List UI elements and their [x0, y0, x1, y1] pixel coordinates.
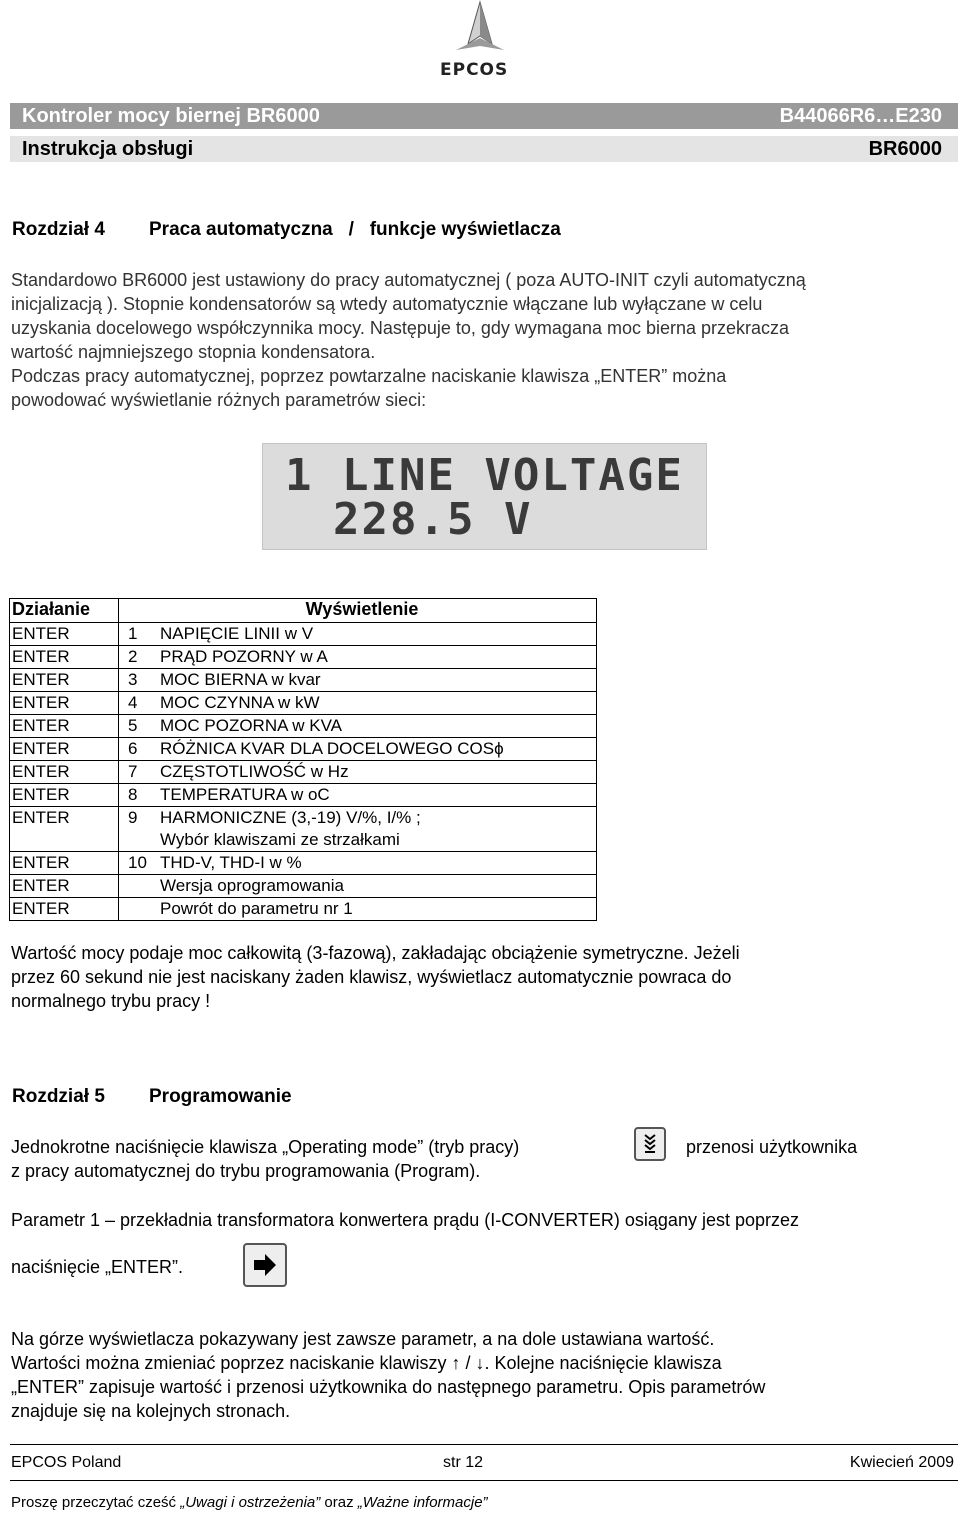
- table-cell-display: [119, 898, 597, 921]
- chapter-5-p2-line1: Parametr 1 – przekładnia transformatora konwertera prądu (I-CONVERTER) osiągany jest poprzez: [11, 1210, 800, 1230]
- row-number: 9: [128, 808, 138, 827]
- table-cell-display: [119, 669, 597, 692]
- table-cell-display: [119, 852, 597, 875]
- table-cell-display: [119, 875, 597, 898]
- table-cell-display: [119, 646, 597, 669]
- paragraph-line: Na górze wyświetlacza pokazywany jest zawsze parametr, a na dole ustawiana wartość.: [11, 1329, 715, 1349]
- document-subtitle: Instrukcja obsługi: [22, 138, 194, 160]
- footer-note-link-important: „Ważne informacje”: [357, 1494, 488, 1511]
- chapter-5-title: Programowanie: [149, 1086, 292, 1107]
- chapter-5-p3: [11, 1327, 941, 1423]
- paragraph-line: znajduje się na kolejnych stronach.: [11, 1401, 291, 1421]
- paragraph-line: Standardowo BR6000 jest ustawiony do pracy automatycznej ( poza AUTO-INIT czyli automatyczną: [11, 270, 806, 290]
- paragraph-line: powodować wyświetlanie różnych parametrów sieci:: [11, 390, 427, 410]
- footer-divider: [10, 1444, 958, 1445]
- table-row: [10, 692, 597, 715]
- chapter-5-p1-line2: z pracy automatycznej do trybu programowania (Program).: [11, 1161, 481, 1181]
- paragraph-line: normalnego trybu pracy !: [11, 991, 211, 1011]
- chapter-4-intro: [11, 268, 941, 412]
- table-cell-display: [119, 738, 597, 761]
- epcos-logo: [430, 0, 530, 82]
- row-text: NAPIĘCIE LINII w V: [160, 624, 314, 643]
- lcd-display: [262, 443, 707, 550]
- table-row: [10, 738, 597, 761]
- paragraph-line: Wartość mocy podaje moc całkowitą (3-fazową), zakładając obciążenie symetryczne. Jeżeli: [11, 943, 740, 963]
- table-cell-action: ENTER: [10, 669, 119, 692]
- row-text: MOC CZYNNA w kW: [160, 693, 320, 712]
- table-cell-action: ENTER: [10, 761, 119, 784]
- row-text: CZĘSTOTLIWOŚĆ w Hz: [160, 762, 349, 781]
- row-text: Wersja oprogramowania: [160, 876, 344, 895]
- header-title-bar: [10, 103, 958, 129]
- table-cell-display: [119, 692, 597, 715]
- table-cell-display: [119, 784, 597, 807]
- table-row: [10, 875, 597, 898]
- footer-note-text: Proszę przeczytać cześć: [11, 1494, 181, 1511]
- row-text: PRĄD POZORNY w A: [160, 647, 328, 666]
- table-cell-display: [119, 715, 597, 738]
- paragraph-line: inicjalizacją ). Stopnie kondensatorów są wtedy automatycznie włączane lub wyłączane w celu: [11, 294, 763, 314]
- row-text: THD-V, THD-I w %: [160, 853, 302, 872]
- table-row: [10, 646, 597, 669]
- paragraph-line: Podczas pracy automatycznej, poprzez powtarzalne naciskanie klawisza „ENTER” można: [11, 366, 727, 386]
- table-row: [10, 623, 597, 646]
- table-cell-action: ENTER: [10, 898, 119, 921]
- table-cell-action: ENTER: [10, 738, 119, 761]
- table-row: [10, 784, 597, 807]
- table-row: [10, 715, 597, 738]
- table-row: [10, 807, 597, 852]
- row-text: Powrót do parametru nr 1: [160, 899, 353, 918]
- row-text: TEMPERATURA w oC: [160, 785, 330, 804]
- lcd-line-1: 1 LINE VOLTAGE: [285, 450, 684, 501]
- table-cell-action: ENTER: [10, 784, 119, 807]
- paragraph-line: „ENTER” zapisuje wartość i przenosi użytkownika do następnego parametru. Opis parametrów: [11, 1377, 766, 1397]
- row-number: 7: [128, 762, 138, 781]
- row-text: MOC BIERNA w kvar: [160, 670, 321, 689]
- epcos-triangle-logo-icon: [430, 0, 530, 62]
- logo-brand-text: EPCOS: [440, 60, 509, 80]
- footer-note-link-warnings: „Uwagi i ostrzeżenia”: [180, 1494, 321, 1511]
- row-number: 1: [128, 624, 138, 643]
- footer-note: [11, 1494, 488, 1511]
- table-cell-action: ENTER: [10, 623, 119, 646]
- table-row: [10, 761, 597, 784]
- chapter-4-title: Praca automatyczna / funkcje wyświetlacza: [149, 219, 561, 240]
- paragraph-line: wartość najmniejszego stopnia kondensatora.: [11, 342, 376, 362]
- enter-key-icon: [243, 1243, 287, 1287]
- footer-date: Kwiecień 2009: [849, 1454, 954, 1471]
- footer-company: EPCOS Poland: [11, 1454, 122, 1471]
- table-cell-action: ENTER: [10, 875, 119, 898]
- display-action-table: [9, 598, 597, 921]
- row-text: HARMONICZNE (3,-19) V/%, I/% ;: [160, 808, 421, 827]
- row-text: MOC POZORNA w KVA: [160, 716, 342, 735]
- table-cell-action: ENTER: [10, 646, 119, 669]
- table-cell-action: ENTER: [10, 715, 119, 738]
- table-row: [10, 898, 597, 921]
- row-number: 5: [128, 716, 138, 735]
- table-cell-display: [119, 623, 597, 646]
- footer-page-number: str 12: [443, 1454, 484, 1471]
- table-cell-display: [119, 807, 597, 852]
- row-text-secondary: Wybór klawiszami ze strzałkami: [160, 830, 400, 849]
- table-header-display: Wyświetlenie: [119, 599, 597, 623]
- table-cell-display: [119, 761, 597, 784]
- row-number: 4: [128, 693, 138, 712]
- table-row: [10, 852, 597, 875]
- footer-divider: [10, 1480, 958, 1481]
- header-subtitle-bar: [10, 136, 958, 162]
- operating-mode-key-icon: [634, 1127, 666, 1161]
- row-number: 3: [128, 670, 138, 689]
- chapter-4-number: Rozdział 4: [12, 219, 105, 240]
- row-number: 8: [128, 785, 138, 804]
- row-number: 2: [128, 647, 138, 666]
- table-cell-action: ENTER: [10, 807, 119, 852]
- row-number: 6: [128, 739, 138, 758]
- table-cell-action: ENTER: [10, 692, 119, 715]
- table-cell-action: ENTER: [10, 852, 119, 875]
- paragraph-line: Wartości można zmieniać poprzez naciskanie klawiszy ↑ / ↓. Kolejne naciśnięcie klawisza: [11, 1353, 722, 1373]
- paragraph-line: uzyskania docelowego współczynnika mocy. Następuje to, gdy wymagana moc bierna przekracza: [11, 318, 790, 338]
- footer-note-text: oraz: [320, 1494, 358, 1511]
- document-code: B44066R6…E230: [779, 105, 942, 127]
- device-model: BR6000: [868, 138, 942, 160]
- document-title: Kontroler mocy biernej BR6000: [22, 105, 320, 127]
- table-header-row: [10, 599, 597, 623]
- paragraph-line: przez 60 sekund nie jest naciskany żaden klawisz, wyświetlacz automatycznie powraca do: [11, 967, 732, 987]
- chapter-5-p2-line2: naciśnięcie „ENTER”.: [11, 1257, 184, 1277]
- chapter-5-p1-line1: Jednokrotne naciśnięcie klawisza „Operating mode” (tryb pracy): [11, 1137, 520, 1157]
- table-row: [10, 669, 597, 692]
- table-header-action: Działanie: [10, 599, 119, 623]
- row-number: 10: [128, 853, 147, 872]
- chapter-5-number: Rozdział 5: [12, 1086, 105, 1107]
- row-text: RÓŻNICA KVAR DLA DOCELOWEGO COSϕ: [160, 739, 504, 758]
- chapter-4-note: [11, 941, 941, 1013]
- lcd-line-2: 228.5 V: [333, 494, 533, 545]
- chapter-5-p1-line1-end: przenosi użytkownika: [686, 1137, 858, 1157]
